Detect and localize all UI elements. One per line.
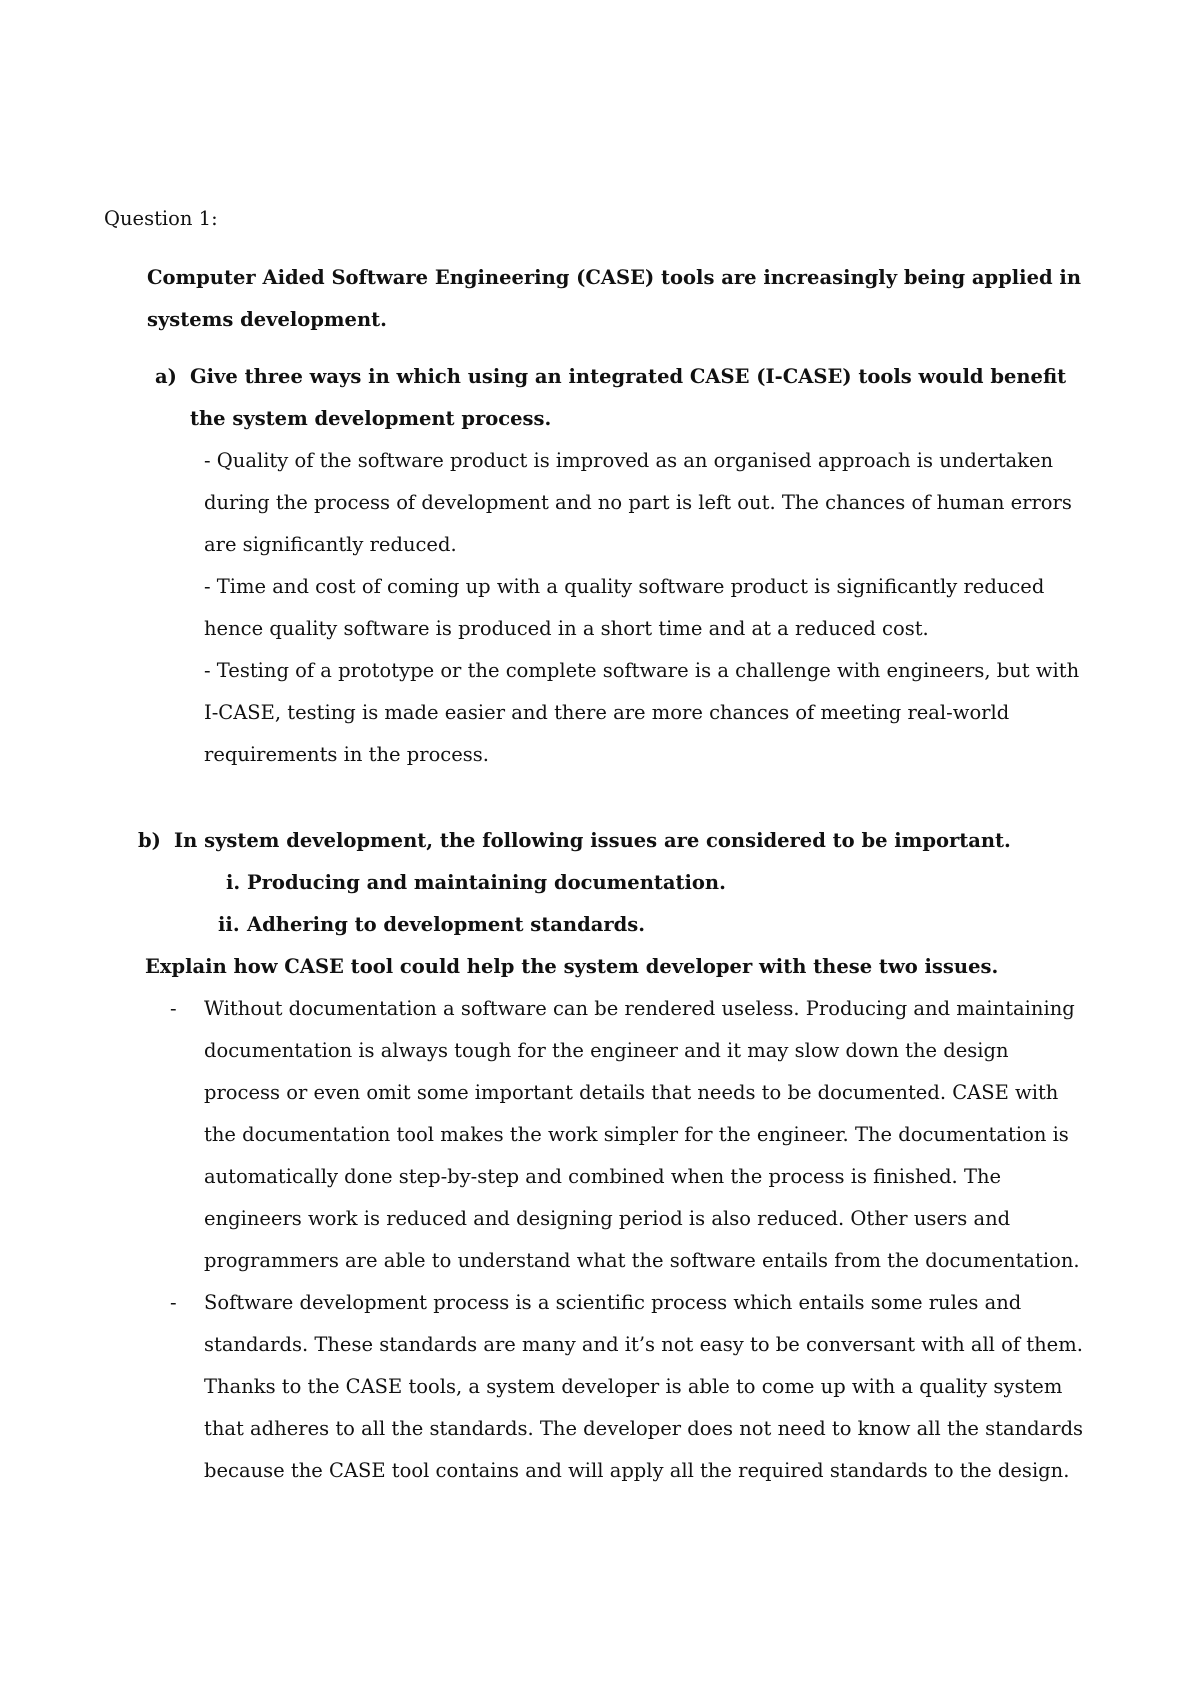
answer-1-line-6: engineers work is reduced and designing period is also reduced. Other users and xyxy=(204,1207,1011,1230)
answer-2-line-1: Software development process is a scientific process which entails some rules and xyxy=(204,1291,1022,1314)
part-a-answer-line-3: are significantly reduced. xyxy=(204,533,457,556)
part-a-answer-line-1: - Quality of the software product is improved as an organised approach is undertaken xyxy=(204,449,1054,472)
answer-1-line-2: documentation is always tough for the engineer and it may slow down the design xyxy=(204,1039,1009,1062)
part-a-answer-line-7: I-CASE, testing is made easier and there are more chances of meeting real-world xyxy=(204,701,1010,724)
part-a-answer-line-4: - Time and cost of coming up with a quality software product is significantly reduced xyxy=(204,575,1045,598)
part-a-answer-line-8: requirements in the process. xyxy=(204,743,489,766)
part-a-question-line-2: the system development process. xyxy=(190,407,552,430)
part-a-question-line-1: Give three ways in which using an integrated CASE (I-CASE) tools would benefit xyxy=(190,365,1067,388)
answer-1-line-7: programmers are able to understand what the software entails from the documentation. xyxy=(204,1249,1080,1272)
question-intro-line-1: Computer Aided Software Engineering (CASE) tools are increasingly being applied in xyxy=(147,266,1082,289)
part-a-marker: a) xyxy=(155,365,177,388)
part-b-question-line: In system development, the following issues are considered to be important. xyxy=(174,829,1011,852)
answer-2-line-5: because the CASE tool contains and will apply all the required standards to the design. xyxy=(204,1459,1070,1482)
question-intro-line-2: systems development. xyxy=(147,308,387,331)
answer-1-line-3: process or even omit some important details that needs to be documented. CASE with xyxy=(204,1081,1059,1104)
answer-1-line-5: automatically done step-by-step and combined when the process is finished. The xyxy=(204,1165,1002,1188)
answer-2-line-3: Thanks to the CASE tools, a system developer is able to come up with a quality system xyxy=(204,1375,1063,1398)
part-b-marker: b) xyxy=(138,829,161,852)
answer-2-line-2: standards. These standards are many and it’s not easy to be conversant with all of them. xyxy=(204,1333,1083,1356)
issue-2-marker: ii. xyxy=(218,913,240,936)
answer-1-line-4: the documentation tool makes the work simpler for the engineer. The documentation is xyxy=(204,1123,1069,1146)
answer-1-line-1: Without documentation a software can be rendered useless. Producing and maintaining xyxy=(204,997,1075,1020)
part-a-answer-line-5: hence quality software is produced in a short time and at a reduced cost. xyxy=(204,617,929,640)
answer-2-bullet: - xyxy=(170,1291,177,1314)
part-b-explain-line: Explain how CASE tool could help the system developer with these two issues. xyxy=(145,955,999,978)
part-a-answer-line-6: - Testing of a prototype or the complete software is a challenge with engineers, but with xyxy=(204,659,1080,682)
part-a-answer-line-2: during the process of development and no part is left out. The chances of human errors xyxy=(204,491,1072,514)
issue-2-text: Adhering to development standards. xyxy=(247,913,646,936)
answer-1-bullet: - xyxy=(170,997,177,1020)
question-title: Question 1: xyxy=(104,207,218,230)
issue-1-text: Producing and maintaining documentation. xyxy=(247,871,726,894)
issue-1-marker: i. xyxy=(226,871,241,894)
answer-2-line-4: that adheres to all the standards. The developer does not need to know all the standards xyxy=(204,1417,1084,1440)
